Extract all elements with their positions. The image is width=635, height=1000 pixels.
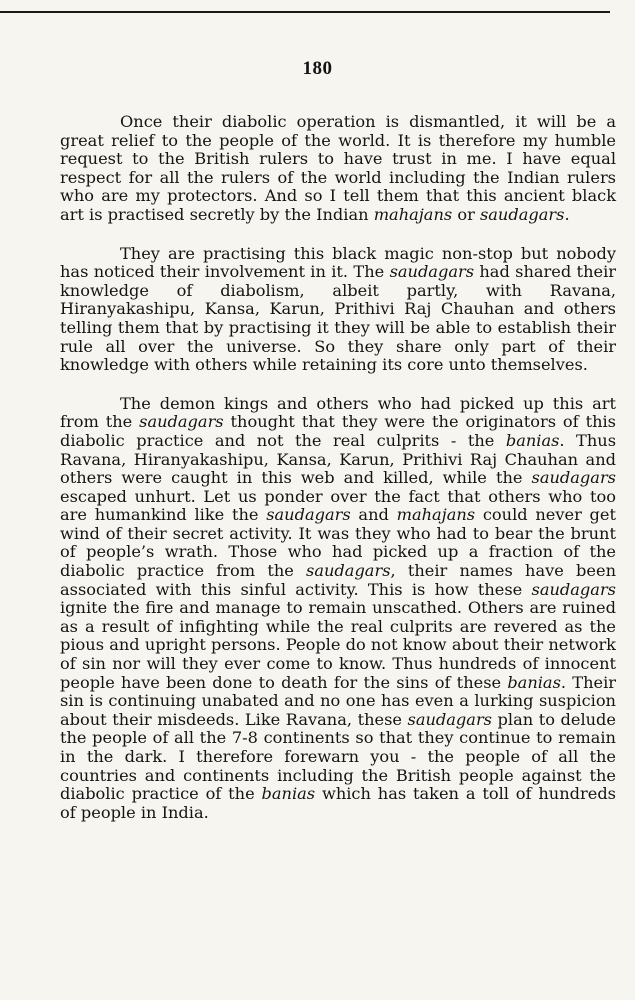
text-run: They are practising this black magic non-stop but nobody has noticed their involvement in it. The bbox=[60, 243, 616, 282]
italic-term: mahajans bbox=[373, 204, 453, 224]
italic-term: banias bbox=[261, 784, 316, 804]
text-run: and bbox=[350, 505, 397, 525]
text-run: . Thus Ravana, Hiranyakashipu, Kansa, Karun, Prithivi Raj Chauhan and others were caught in this web and killed, while the bbox=[60, 430, 617, 488]
text-run: ignite the fire and manage to remain unscathed. Others are ruined as a result of infighting while the real culprits are revered as the pious and upright persons. People do not know about their network of sin nor will they ever come to know. Thus hundreds of innocent people have been done to death for the sins of these bbox=[60, 598, 616, 692]
text-run: escaped unhurt. Let us ponder over the fact that others who too are humankind like the bbox=[60, 486, 616, 525]
text-run: which has taken a toll of hundreds of people in India. bbox=[60, 784, 616, 822]
text-run: thought that they were the originators of this diabolic practice and not the real culprits - the bbox=[60, 412, 616, 450]
italic-term: saudagars bbox=[266, 505, 351, 525]
italic-term: saudagars bbox=[531, 468, 616, 488]
text-run: could never get wind of their secret activity. It was they who had to bear the brunt of people’s wrath. Those who had picked up a fraction of the diabolic practice from the bbox=[60, 505, 616, 581]
top-rule bbox=[0, 11, 610, 13]
body-text bbox=[60, 113, 616, 822]
italic-term: saudagars bbox=[139, 412, 224, 432]
text-run: Once their diabolic operation is dismantled, it will be a great relief to the people of the world. It is therefore my humble request to the British rulers to have trust in me. I have equal respect for all the rulers of the world including the Indian rulers who are my protectors. And so I tell them that this ancient black art is practised secretly by the Indian bbox=[60, 112, 616, 224]
italic-term: saudagars bbox=[389, 262, 475, 282]
italic-term: saudagars bbox=[531, 579, 616, 599]
text-run: had shared their knowledge of diabolism, albeit partly, with Ravana, Hiranyakashipu, Kansa, Karun, Prithivi Raj Chauhan and others telling them that by practising it they will be able to establish their rule all over the universe. So they share only part of their knowledge with others while retaining its core unto themselves. bbox=[60, 262, 616, 375]
italic-term: saudagars bbox=[479, 204, 565, 224]
paragraph-3 bbox=[60, 395, 616, 823]
text-run: The demon kings and others who had picked up this art from the bbox=[60, 393, 616, 432]
text-run: or bbox=[452, 204, 480, 224]
italic-term: saudagars bbox=[306, 561, 391, 581]
text-run: plan to delude the people of all the 7-8 continents so that they continue to remain in the dark. I therefore forewarn you - the people of all the countries and continents including the British people against the diabolic practice of the bbox=[60, 709, 616, 804]
italic-term: mahajans bbox=[396, 505, 476, 525]
italic-term: banias bbox=[505, 430, 560, 450]
italic-term: banias bbox=[507, 672, 561, 692]
paragraph-1 bbox=[60, 113, 616, 225]
italic-term: saudagars bbox=[407, 709, 492, 729]
text-run: . Their sin is continuing unabated and no one has even a lurking suspicion about their misdeeds. Like Ravana, these bbox=[60, 672, 616, 729]
paragraph-2 bbox=[60, 245, 616, 375]
text-run: . bbox=[564, 204, 570, 224]
text-run: , their names have been associated with this sinful activity. This is how these bbox=[60, 561, 616, 599]
page-number: 180 bbox=[302, 58, 333, 79]
